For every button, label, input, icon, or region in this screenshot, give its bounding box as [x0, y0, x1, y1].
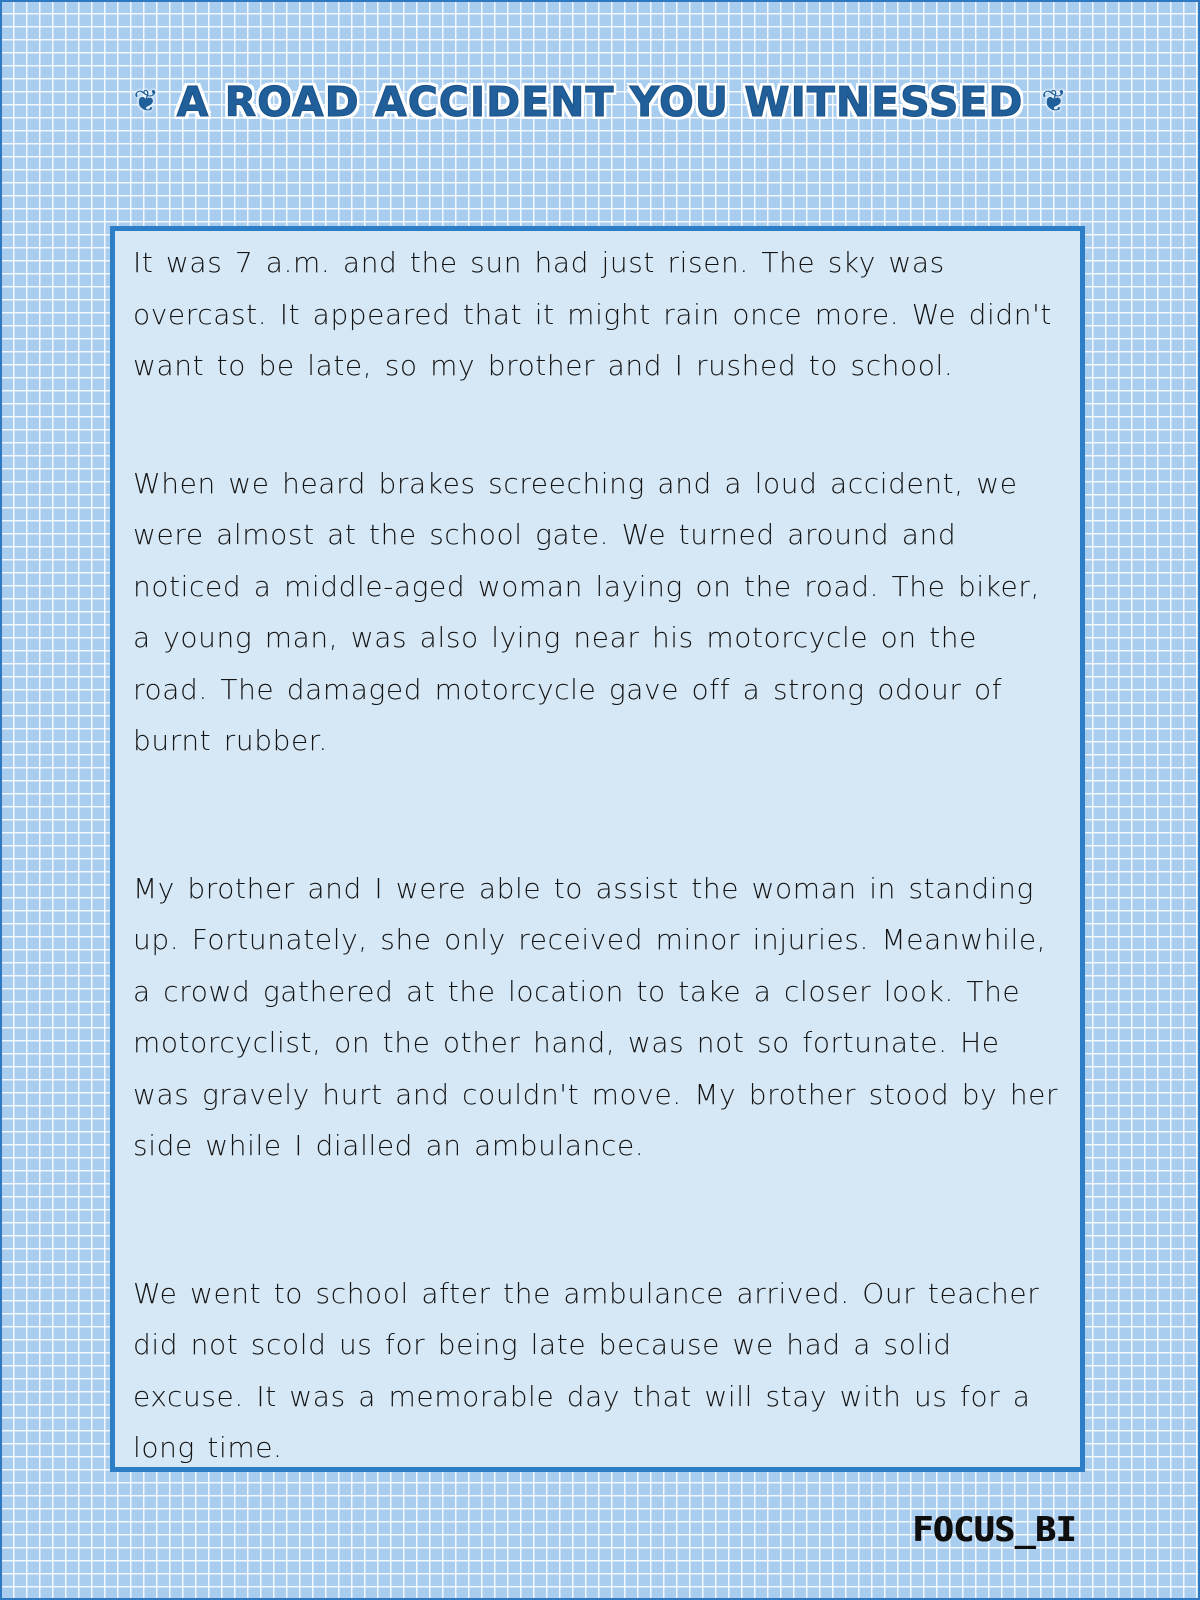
brand-watermark: FOCUS_BI	[912, 1510, 1076, 1550]
essay-paragraph-2: When we heard brakes screeching and a loud accident, we were almost at the school gate. We turned around and noticed a middle-aged woman laying on the road. The biker, a young man, was also lying near his motorcycle on the road. The damaged motorcycle gave off a strong odour of burnt rubber.	[133, 466, 1040, 757]
title-banner	[0, 78, 1200, 126]
essay-paragraph-4: We went to school after the ambulance arrived. Our teacher did not scold us for being late because we had a solid excuse. It was a memorable day that will stay with us for a long time.	[133, 1276, 1040, 1464]
page-title: A ROAD ACCIDENT YOU WITNESSED	[176, 78, 1024, 126]
essay-paragraph-1: It was 7 a.m. and the sun had just risen. The sky was overcast. It appeared that it might rain once more. We didn't want to be late, so my brother and I rushed to school.	[133, 246, 1053, 382]
leaf-flourish-icon: ❦	[133, 84, 159, 119]
leaf-flourish-icon: ❦	[1041, 84, 1067, 119]
essay-paragraph-3: My brother and I were able to assist the woman in standing up. Fortunately, she only received minor injuries. Meanwhile, a crowd gathered at the location to take a closer look. The motorcyclist, on the other hand, was not so fortunate. He was gravely hurt and couldn't move. My brother stood by her side while I dialled an ambulance.	[133, 871, 1059, 1162]
essay-card	[110, 226, 1085, 1472]
